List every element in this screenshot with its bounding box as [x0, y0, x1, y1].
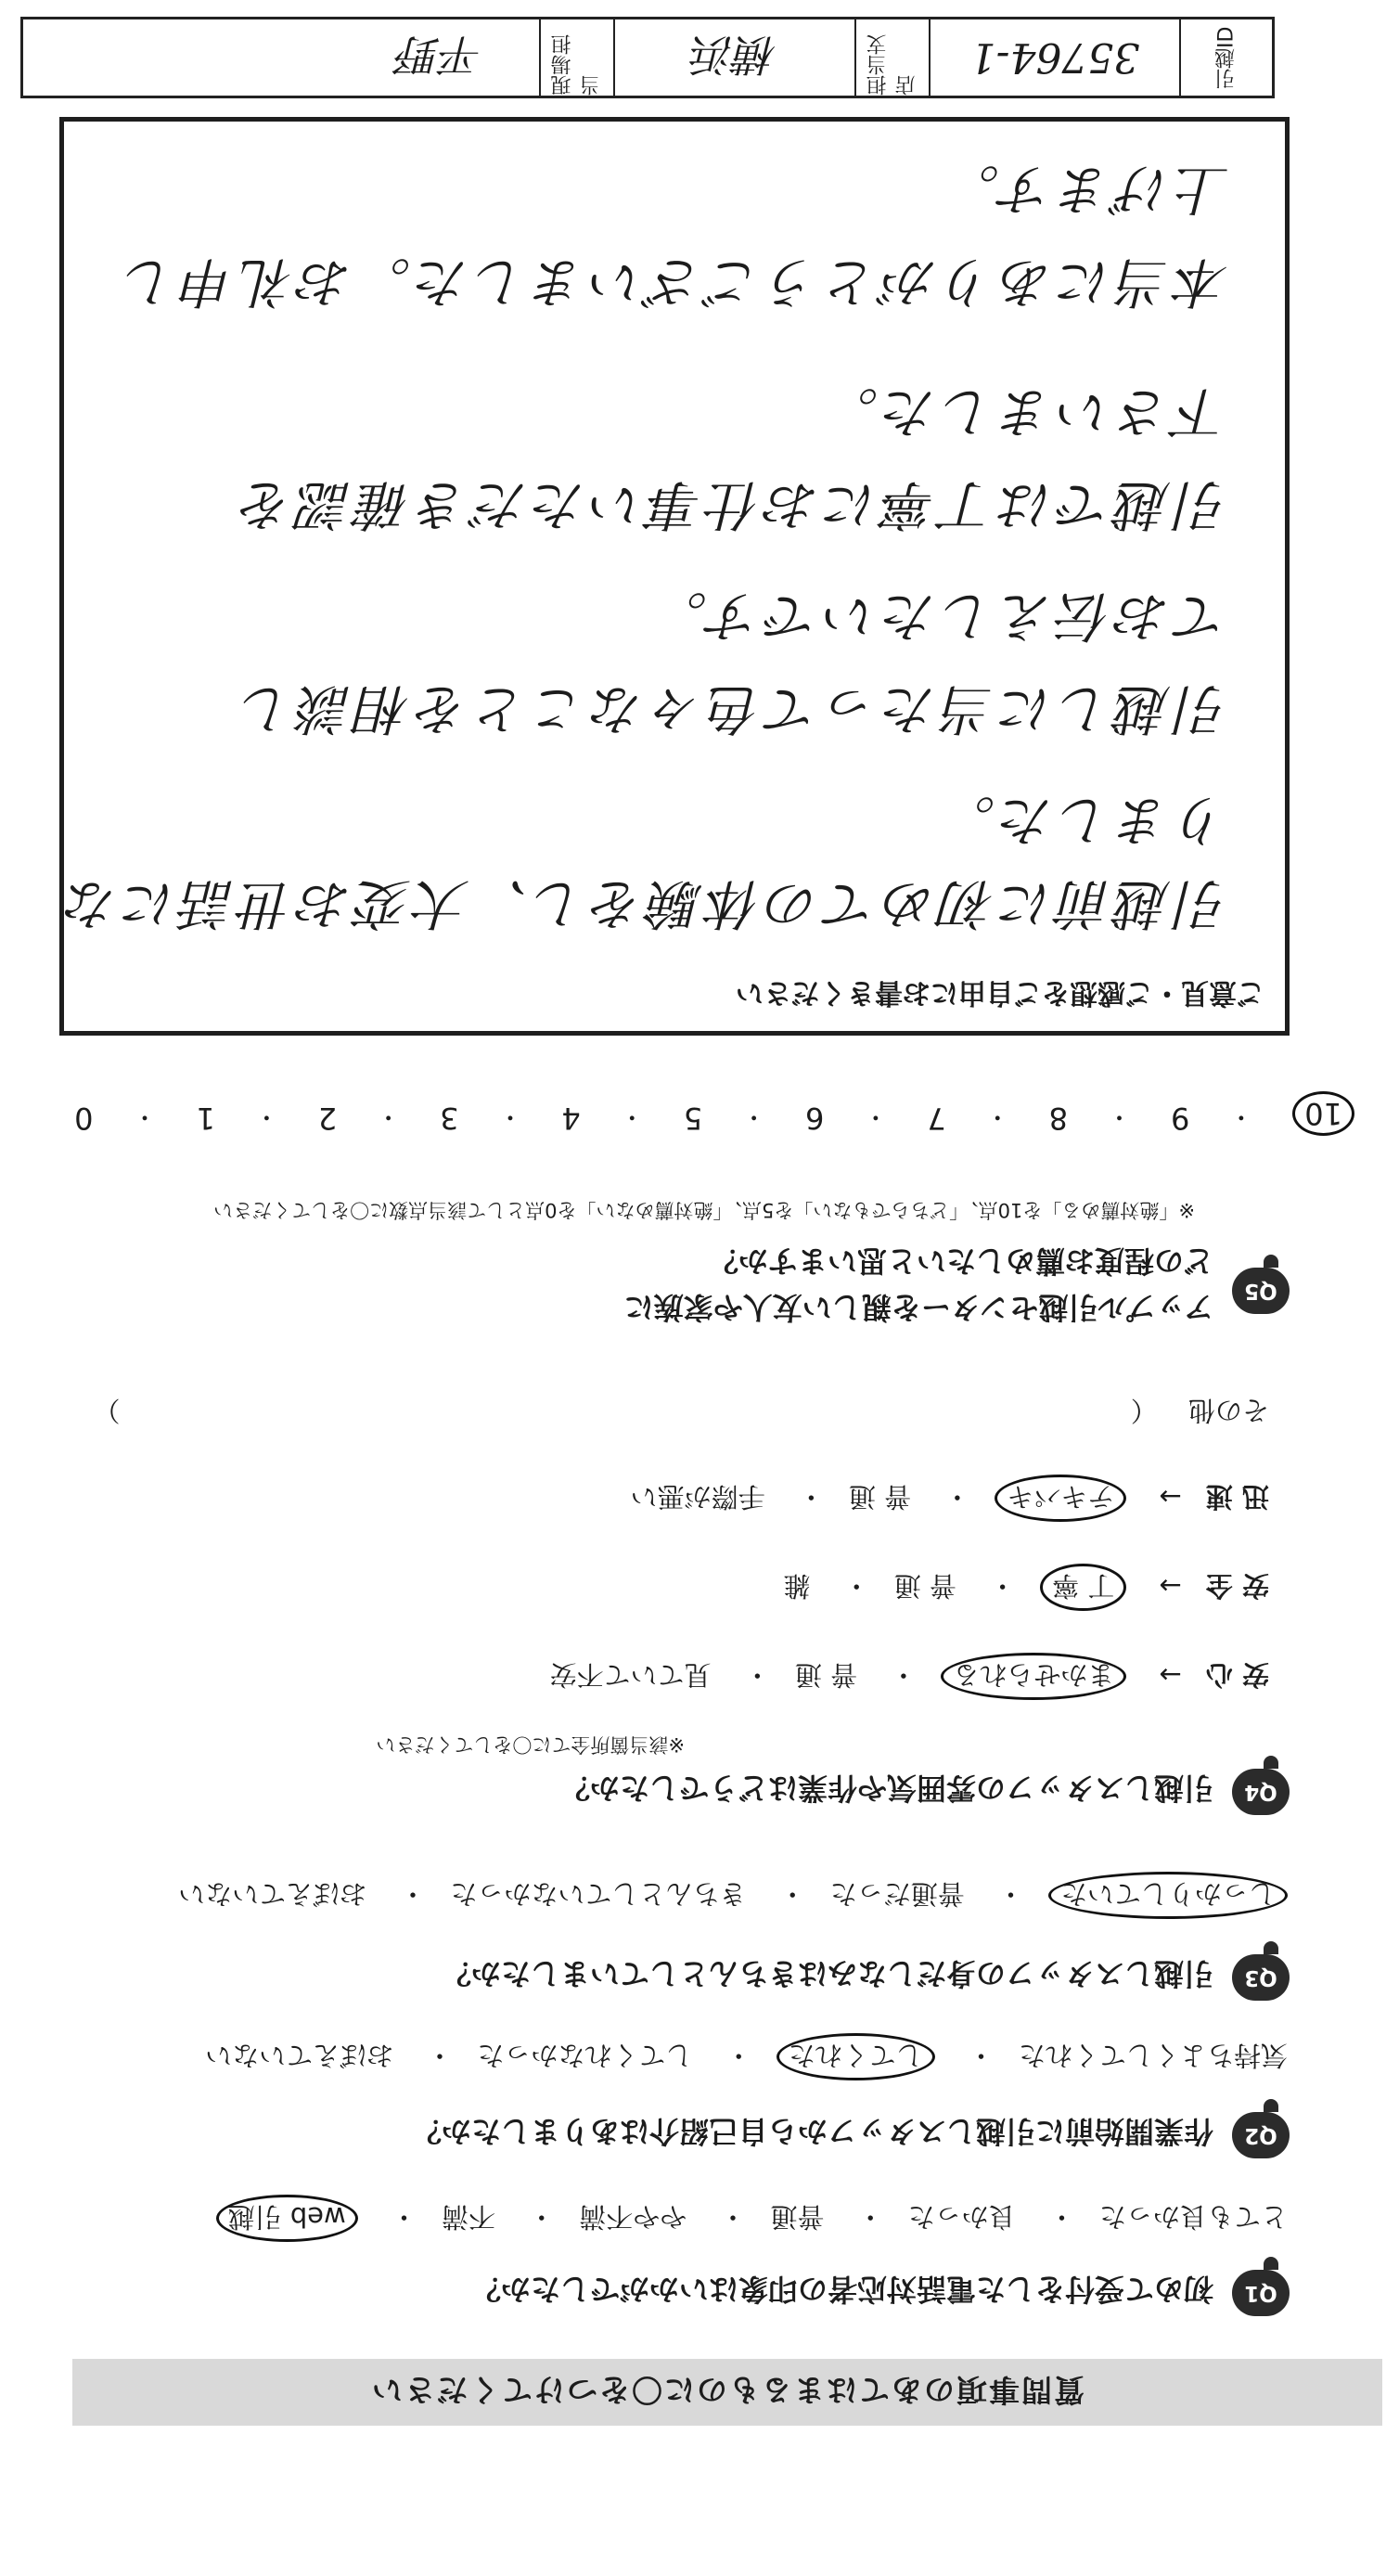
q4-option[interactable]: 手際が悪い	[630, 1481, 765, 1513]
scale-option[interactable]: 0	[74, 1101, 94, 1136]
q3-options: しっかりしていた・ 普通だった・ きちんとしていなかった・ おぼえていない	[178, 1872, 1288, 1919]
q3-badge: Q3	[1232, 1954, 1290, 2001]
q3-question: 引越しスタッフの身だしなみはきちんとしていましたか？	[441, 1956, 1213, 1991]
comment-line: 引越しに当たって色々なことを相談し	[235, 677, 1229, 741]
scale-option[interactable]: 9	[1170, 1101, 1190, 1136]
q4-row-anshin: 安 心→ まかせられる・ 普 通・ 見ていて不安	[550, 1653, 1269, 1700]
q4-other-label: その他	[1187, 1395, 1269, 1426]
q4-row-anzen: 安 全→ 丁 寧・ 普 通・ 雑	[783, 1564, 1269, 1611]
scale-option[interactable]: 7	[927, 1101, 946, 1136]
q5-question-line1: アップル引越センターを親しい友人や家族に	[623, 1290, 1213, 1325]
staff-label-cell: 現場担当	[539, 19, 613, 96]
q5-badge: Q5	[1232, 1268, 1290, 1314]
q5-scale: 10 ・ 9 ・ 8 ・ 7 ・ 6 ・ 5 ・ 4 ・ 3 ・ 2 ・ 1 ・ 0	[74, 1091, 1354, 1136]
q1-option[interactable]: 不満	[441, 2201, 495, 2233]
id-table	[20, 17, 1275, 98]
q4-option[interactable]: 普 通	[848, 1481, 912, 1513]
q4-option[interactable]: 雑	[783, 1570, 811, 1602]
scale-option[interactable]: 6	[805, 1101, 825, 1136]
q4-row-jinsoku: 迅 速→ テキパキ・ 普 通・ 手際が悪い	[631, 1475, 1269, 1522]
q1-option[interactable]: 普通	[770, 2201, 825, 2233]
comment-line: 上げます。	[941, 158, 1229, 221]
q2-question: 作業開始前に引越しスタッフから自己紹介はありましたか？	[411, 2114, 1213, 2149]
comment-line: りました。	[936, 789, 1229, 852]
q4-note: ※該当箇所全てに〇をしてください	[376, 1733, 685, 1756]
q4-question: 引越しスタッフの雰囲気や作業はどうでしたか？	[559, 1771, 1213, 1806]
scale-option-circled[interactable]: 10	[1292, 1091, 1354, 1136]
scale-option[interactable]: 5	[683, 1101, 703, 1136]
q4-option-circled[interactable]: テキパキ	[995, 1475, 1126, 1522]
q1-option-circled[interactable]: web 引越	[216, 2195, 358, 2242]
branch-label-cell: 担当支店	[854, 19, 929, 96]
q3-option[interactable]: きちんとしていなかった	[450, 1878, 747, 1910]
q4-option-circled[interactable]: 丁 寧	[1040, 1564, 1126, 1611]
scale-option[interactable]: 2	[317, 1101, 338, 1136]
q2-option-circled[interactable]: してくれた	[777, 2033, 935, 2080]
q5-note: ※「絶対薦める」を10点、「どちらでもない」を5点、「絶対薦めない」を0点として該当点数に〇をしてください	[213, 1199, 1195, 1221]
comment-line: 本当にありがとうございました。お礼申し	[118, 251, 1229, 314]
q1-option[interactable]: 良かった	[907, 2201, 1016, 2233]
staff-value-cell: 平野	[398, 30, 483, 80]
scale-option[interactable]: 3	[440, 1101, 459, 1136]
q2-option[interactable]: おぼえていない	[205, 2040, 394, 2071]
q2-options: 気持ちよくしてくれた・ してくれた・ してくれなかった・ おぼえていない	[205, 2033, 1288, 2080]
q2-option[interactable]: してくれなかった	[477, 2040, 693, 2071]
q4-other: その他 （ ）	[63, 1393, 1269, 1431]
comment-line: 引越前に初めての体験をし、大変お世話にな	[59, 872, 1229, 935]
scale-option[interactable]: 4	[561, 1101, 581, 1136]
q1-option[interactable]: やや不満	[579, 2201, 687, 2233]
q1-option[interactable]: とても良かった	[1098, 2201, 1288, 2233]
q1-options: とても良かった・ 良かった・ 普通・ やや不満・ 不満・ web 引越	[216, 2195, 1288, 2242]
q4-option-circled[interactable]: まかせられる	[941, 1653, 1126, 1700]
q3-option-circled[interactable]: しっかりしていた	[1048, 1872, 1288, 1919]
q2-option[interactable]: 気持ちよくしてくれた	[1018, 2040, 1288, 2071]
q1-question: 初めて受付をした電話対応者の印象はいかがでしたか？	[470, 2272, 1213, 2307]
branch-value-cell: 横浜	[613, 19, 854, 96]
q4-option[interactable]: 普 通	[794, 1659, 858, 1691]
q4-row-label: 安 心	[1205, 1659, 1269, 1691]
q4-row-label: 迅 速	[1205, 1481, 1269, 1513]
scale-option[interactable]: 1	[196, 1101, 215, 1136]
scale-option[interactable]: 8	[1048, 1101, 1069, 1136]
id-value-cell: 35764-1	[929, 19, 1179, 96]
q3-option[interactable]: おぼえていない	[178, 1878, 367, 1910]
q2-badge: Q2	[1232, 2112, 1290, 2158]
id-label-cell: 引越ID	[1179, 19, 1272, 96]
q5-question-line2: どの程度お薦めしたいと思いますか？	[708, 1243, 1213, 1279]
q4-option[interactable]: 見ていて不安	[549, 1659, 712, 1691]
q3-option[interactable]: 普通だった	[829, 1878, 965, 1910]
q4-row-label: 安 全	[1205, 1570, 1269, 1602]
comment-line: 引越では丁寧にお仕事いただき確認を	[235, 473, 1229, 536]
comments-box[interactable]	[59, 117, 1290, 1036]
comments-title: ご意見・ご感想をご自由にお書きください	[736, 976, 1264, 1009]
comment-line: てお伝えしたいです。	[648, 585, 1229, 648]
q1-badge: Q1	[1232, 2270, 1290, 2316]
q4-option[interactable]: 普 通	[893, 1570, 956, 1602]
q4-badge: Q4	[1232, 1769, 1290, 1815]
instruction-band: 質問事項のあてはまるものに〇をつけてください	[72, 2359, 1382, 2426]
comment-line: 下さいました。	[819, 380, 1229, 444]
